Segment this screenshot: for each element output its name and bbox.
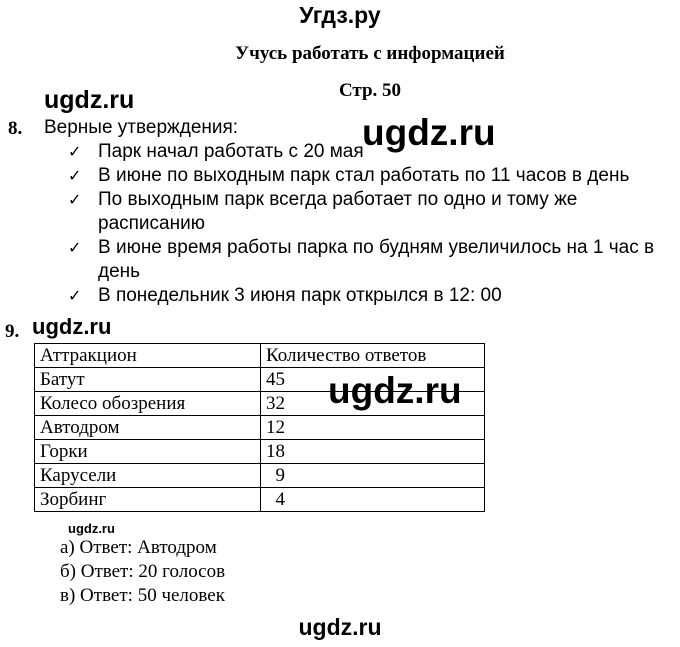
site-header: Угдз.ру [299, 2, 381, 28]
page-reference: Стр. 50 [338, 80, 402, 101]
check-mark-icon: ✓ [68, 190, 82, 209]
table-cell: Зорбинг [35, 488, 261, 512]
table-cell: 18 [261, 440, 485, 464]
list-item [68, 188, 638, 236]
check-mark-icon: ✓ [68, 286, 82, 305]
column-header: Количество ответов [261, 344, 485, 368]
table-cell: 12 [261, 416, 485, 440]
watermark: ugdz.ru [32, 314, 112, 339]
statement-list [68, 140, 668, 308]
column-header: Аттракцион [35, 344, 261, 368]
answer-a: а) Ответ: Автодром [60, 537, 217, 558]
table-cell: Горки [35, 440, 261, 464]
watermark: ugdz.ru [44, 86, 135, 114]
check-mark-icon: ✓ [68, 238, 82, 257]
task-8-intro: Верные утверждения: [44, 117, 239, 138]
statement-text: В понедельник 3 июня парк открылся в 12: 00 [98, 285, 502, 306]
table-header-row [35, 344, 485, 368]
table-row [35, 464, 485, 488]
table-cell: 4 [261, 488, 485, 512]
table-cell: Батут [35, 368, 261, 392]
statement-text: В июне время работы парка по будням увеличилось на 1 час в день [98, 237, 655, 282]
section-title: Учусь работать с информацией [235, 43, 505, 64]
table-cell: 32 [261, 392, 485, 416]
statement-text: В июне по выходным парк стал работать по 11 часов в день [98, 165, 630, 186]
statement-text: По выходным парк всегда работает по одно и тому же расписанию [98, 189, 578, 234]
list-item [68, 284, 668, 308]
answer-c: в) Ответ: 50 человек [60, 585, 225, 606]
list-item [68, 236, 680, 284]
statement-text: Парк начал работать с 20 мая [98, 141, 364, 162]
watermark: ugdz.ru [68, 521, 115, 536]
table-cell: Колесо обозрения [35, 392, 261, 416]
task-number-8: 8. [8, 118, 23, 139]
table-row [35, 416, 485, 440]
table-cell: Автодром [35, 416, 261, 440]
table-cell: 45 [261, 368, 485, 392]
attractions-table [34, 343, 485, 512]
check-mark-icon: ✓ [68, 142, 82, 161]
answers-block [60, 536, 225, 608]
table-cell: 9 [261, 464, 485, 488]
watermark: ugdz.ru [328, 370, 462, 411]
watermark: ugdz.ru [362, 112, 496, 153]
answer-b: б) Ответ: 20 голосов [60, 561, 226, 582]
check-mark-icon: ✓ [68, 166, 82, 185]
table-row [35, 440, 485, 464]
table-row [35, 488, 485, 512]
list-item [68, 164, 668, 188]
task-number-9: 9. [5, 321, 20, 342]
table-cell: Карусели [35, 464, 261, 488]
watermark: ugdz.ru [298, 614, 382, 640]
